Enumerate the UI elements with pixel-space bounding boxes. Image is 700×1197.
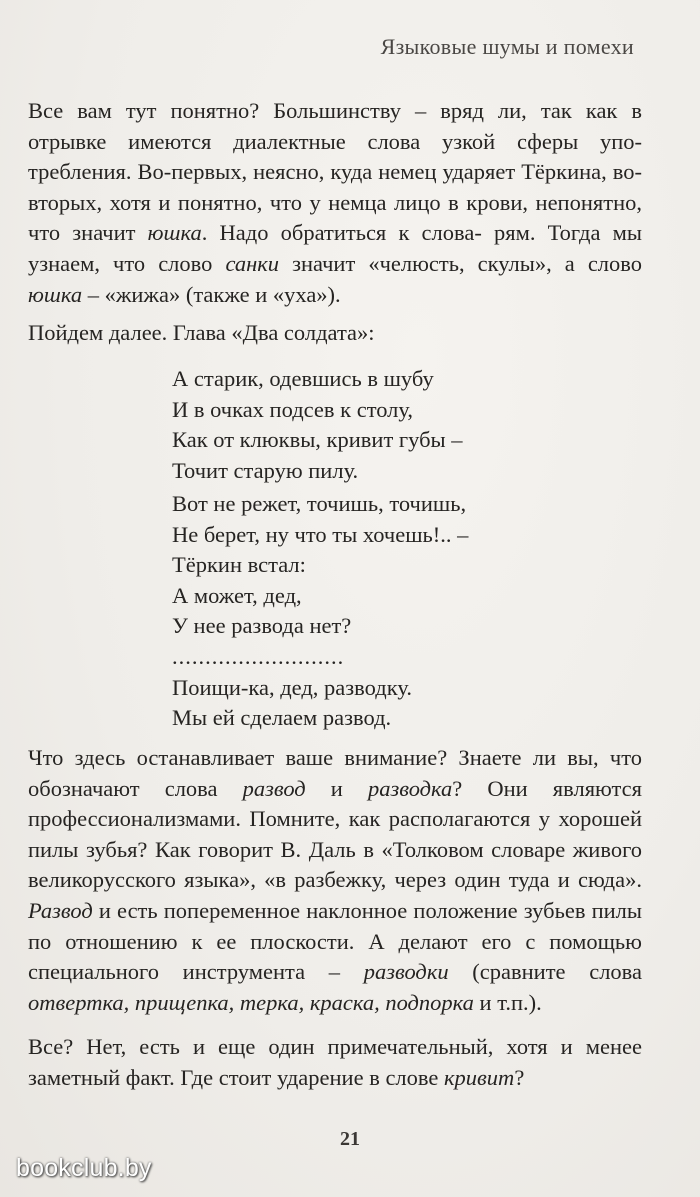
verse-line: Точит старую пилу. xyxy=(172,457,359,483)
italic-word-yushka: юшка xyxy=(147,220,202,246)
paragraph-intro-line-7b: – «жижа» (также и «уха»). xyxy=(82,281,341,307)
text-run: и xyxy=(305,775,368,801)
verse-stanza-2 xyxy=(172,489,468,734)
paragraph-intro-line-5b: . Надо обратиться к слова- xyxy=(201,220,482,246)
paragraph-intro-line-6a: рям. Тогда мы узнаем, что слово xyxy=(28,220,642,276)
verse-line: Поищи-ка, дед, разводку. xyxy=(172,674,412,700)
paragraph-intro-line-4: во-вторых, хотя и понятно, что у немца лицо в крови, xyxy=(28,159,642,215)
paragraph-intro-line-5a: непонятно, что значит xyxy=(28,189,642,246)
paragraph-intro-line-1: Все вам тут понятно? Большинству – вряд ли, так как xyxy=(28,98,618,123)
site-watermark: bookclub.by xyxy=(16,1154,152,1182)
verse-line: А может, дед, xyxy=(172,582,302,608)
italic-word-sanki: санки xyxy=(225,250,280,276)
paragraph-question xyxy=(28,1032,642,1093)
text-run: ? xyxy=(514,1064,525,1090)
italic-word-krivit: кривит xyxy=(444,1064,515,1090)
running-header: Языковые шумы и помехи xyxy=(380,34,634,59)
italic-word-list: отвертка, прищепка, терка, краска, подпорка xyxy=(28,989,474,1015)
paragraph-intro-line-3: требления. Во-первых, неясно, куда немец ударяет Тёркина, xyxy=(28,159,607,185)
italic-word-razvodki: разводки xyxy=(363,959,449,985)
italic-word-razvod: развод xyxy=(242,775,306,801)
verse-ellipsis: .......................... xyxy=(172,643,345,669)
verse-stanza-1 xyxy=(172,364,463,486)
page-number: 21 xyxy=(340,1128,360,1150)
verse-line: Мы ей сделаем развод. xyxy=(172,705,392,731)
verse-line: И в очках подсев к столу, xyxy=(172,396,414,422)
paragraph-chapter-intro: Пойдем далее. Глава «Два солдата»: xyxy=(28,320,375,345)
verse-line: У нее развода нет? xyxy=(172,613,352,639)
verse-line: Вот не режет, точишь, точишь, xyxy=(172,491,467,516)
verse-line: Как от клюквы, кривит губы – xyxy=(172,427,463,453)
text-run: (сравните слова xyxy=(448,959,642,985)
text-run: ? Они являются профессионализмами. Помните, как располагаются у хорошей пилы зубья? Как говорит В. Даль в «Толковом словаре живого великорусского языка», «в разбежку, через один туда и сюда». xyxy=(28,775,643,893)
text-run: и есть попеременное наклонное положение зубьев пилы по отношению к ее плоскости. А делают его с помощью специального инструмента – xyxy=(28,897,642,985)
verse-line: Тёркин встал: xyxy=(172,552,306,578)
italic-word-razvodka: разводка xyxy=(367,775,453,801)
verse-line: А старик, одевшись в шубу xyxy=(172,366,434,391)
paragraph-analysis xyxy=(28,743,642,1018)
paragraph-intro-line-7a: скулы», а слово xyxy=(477,250,643,276)
paragraph-intro-line-2: в отрывке имеются диалектные слова узкой сферы упо- xyxy=(28,98,642,154)
verse-line: Не берет, ну что ты хочешь!.. – xyxy=(172,521,469,547)
text-run: Что здесь останавливает ваше внимание? Знаете ли вы, что обозначают слова xyxy=(28,745,642,801)
text-run: Все? Нет, есть и еще один примечательный, хотя и менее заметный факт. Где стоит ударение в слове xyxy=(28,1034,642,1090)
text-run: и т.п.). xyxy=(473,989,542,1015)
paragraph-intro xyxy=(28,96,642,310)
paragraph-intro-line-6b: значит «челюсть, xyxy=(279,250,465,276)
italic-word-razvod-2: Развод xyxy=(28,897,93,923)
italic-word-yushka-2: юшка xyxy=(28,281,83,307)
